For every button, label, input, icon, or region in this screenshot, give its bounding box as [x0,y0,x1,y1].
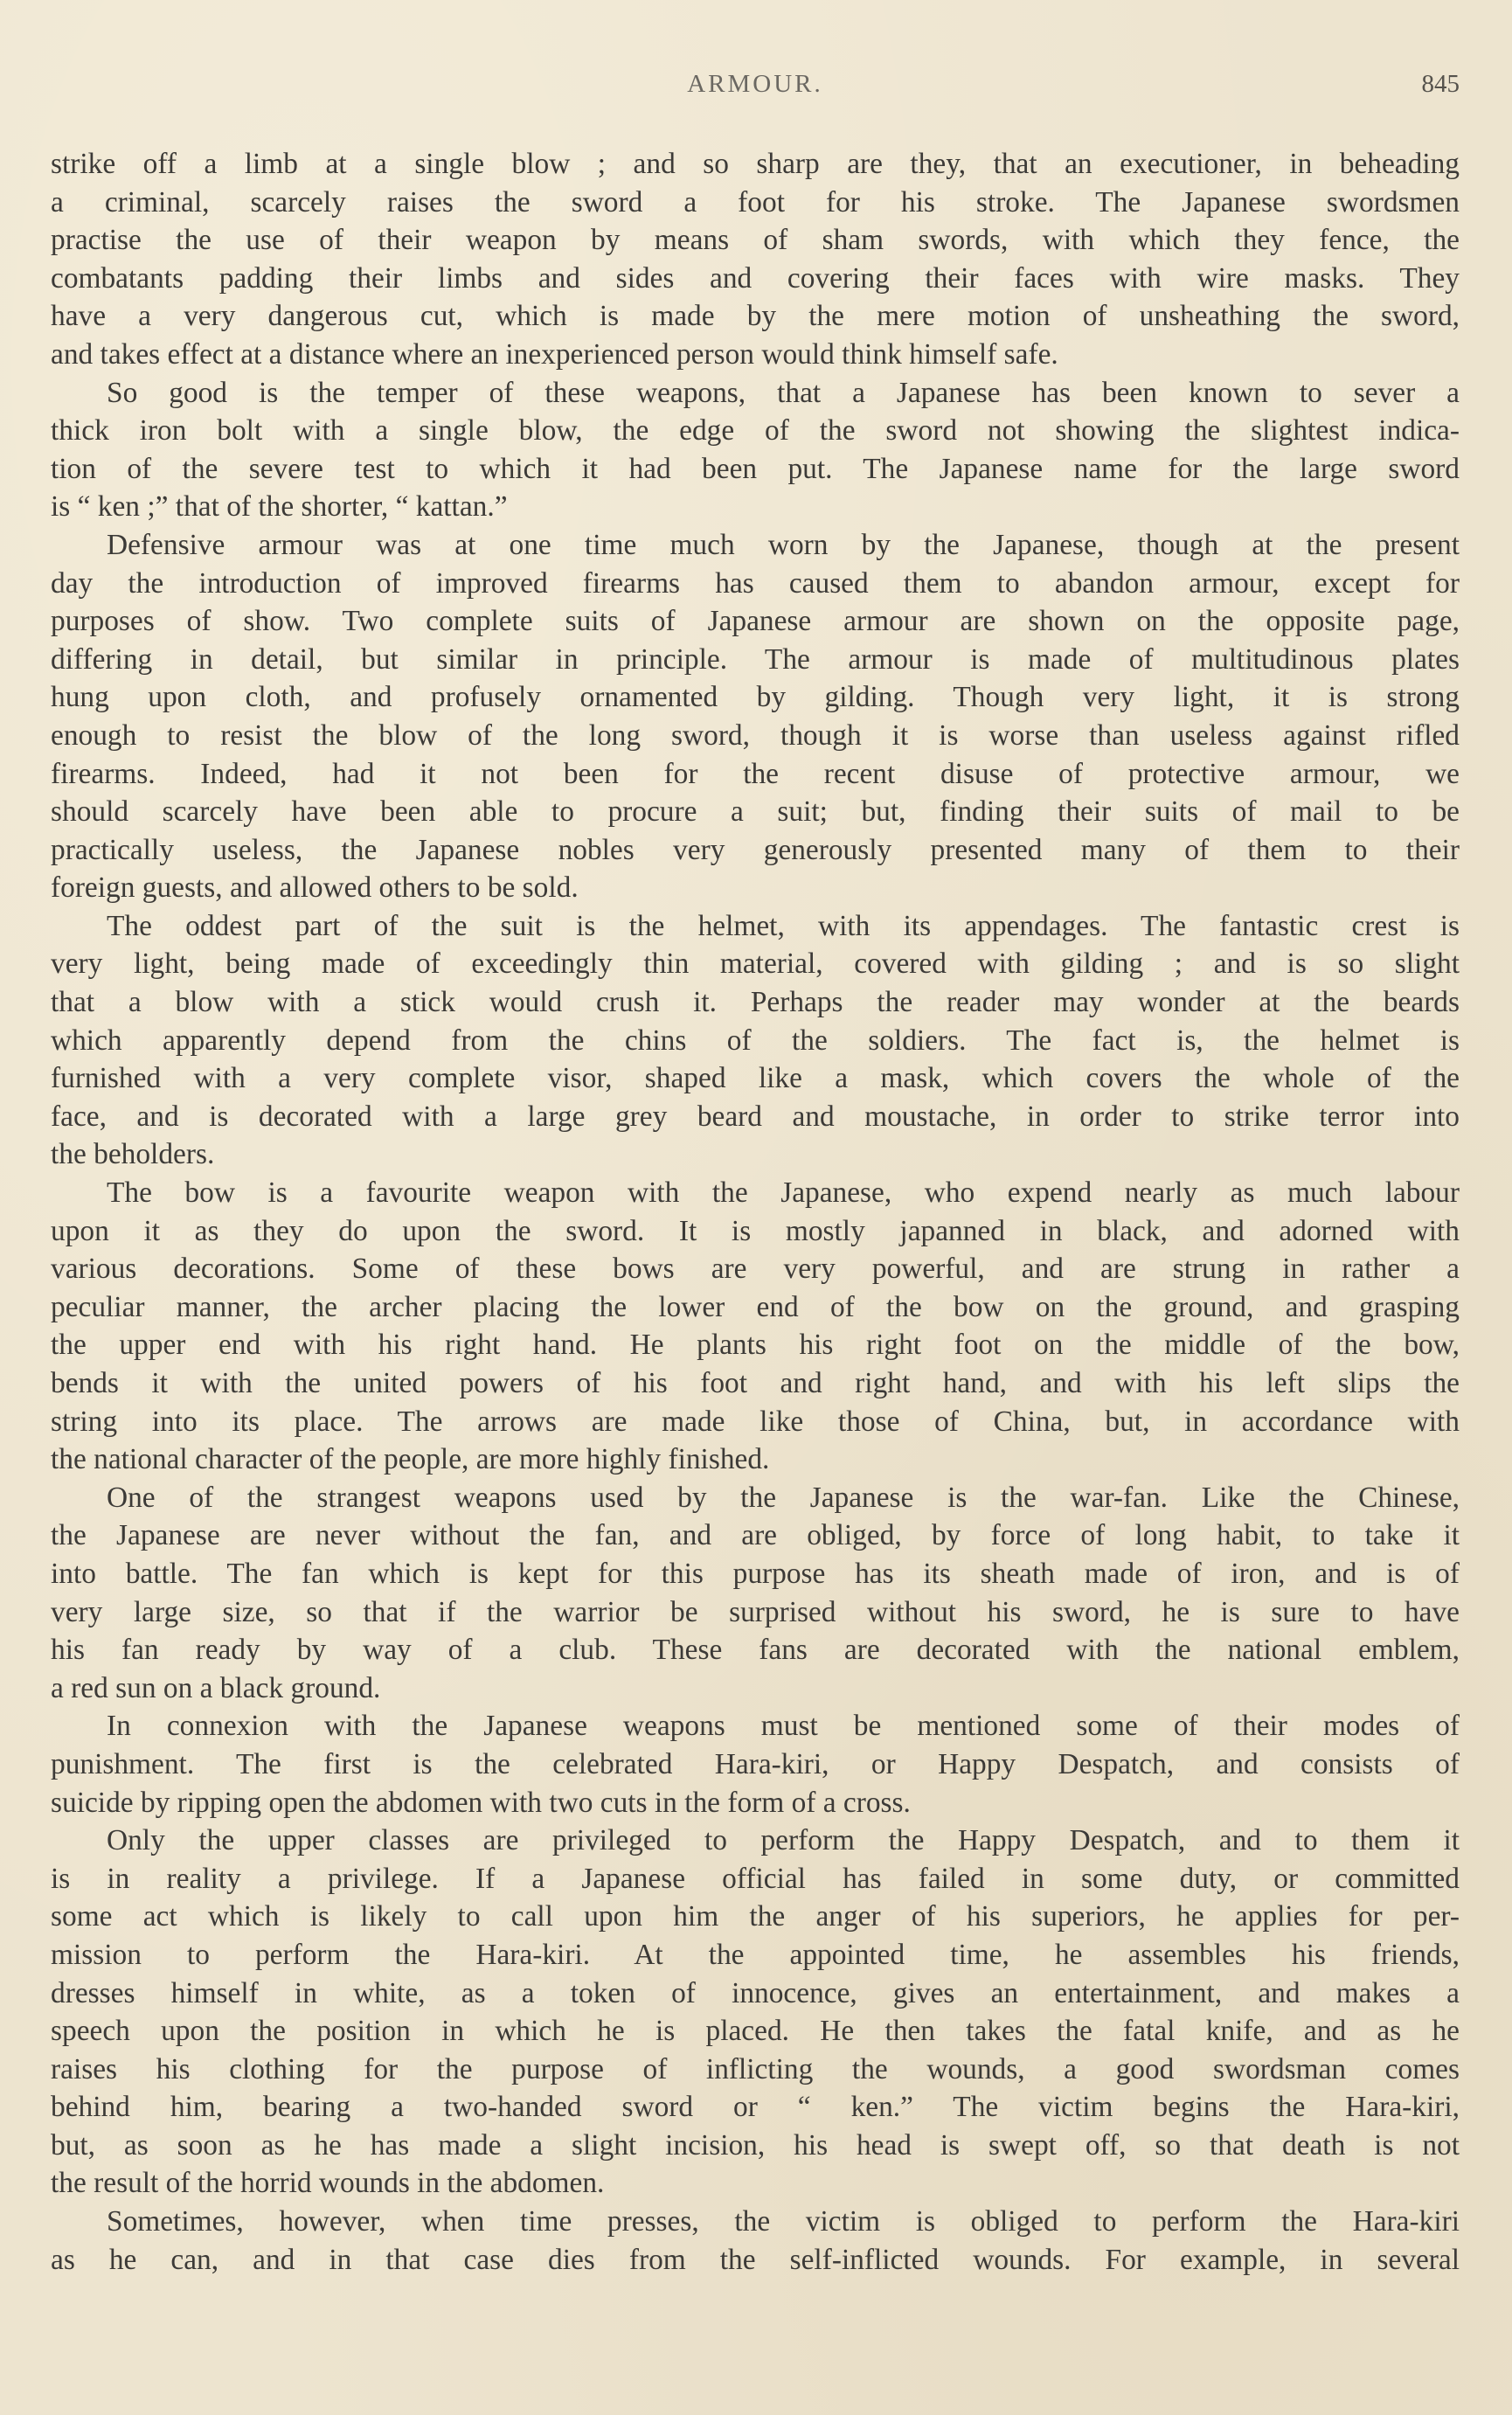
text-line: thick iron bolt with a single blow, the edge of the sword not showing the slightest indica- [51,414,1460,448]
text-line: behind him, bearing a two-handed sword or “ ken.” The victim begins the Hara-kiri, [51,2091,1460,2124]
running-title: ARMOUR. [687,70,823,98]
page-number: 845 [1421,70,1460,98]
paragraph [51,526,1460,907]
text-line: have a very dangerous cut, which is made by the mere motion of unsheathing the sword, [51,300,1460,333]
text-line: speech upon the position in which he is placed. He then takes the fatal knife, and as he [51,2015,1460,2048]
paragraph [51,145,1460,374]
text-line: but, as soon as he has made a slight incision, his head is swept off, so that death is not [51,2128,1460,2162]
text-line: bends it with the united powers of his foot and right hand, and with his left slips the [51,1367,1460,1399]
text-line: a red sun on a black ground. [51,1671,381,1704]
text-line: One of the strangest weapons used by the Japanese is the war-fan. Like the Chinese, [107,1481,1460,1514]
text-line: mission to perform the Hara-kiri. At the appointed time, he assembles his friends, [51,1938,1460,1971]
text-line: differing in detail, but similar in principle. The armour is made of multitudinous plates [51,642,1460,676]
text-line: the national character of the people, are more highly finished. [51,1443,770,1476]
body-text [51,145,1460,2279]
text-line: the Japanese are never without the fan, and are obliged, by force of long habit, to take it [51,1519,1460,1552]
paragraph [51,2203,1460,2279]
running-head [51,70,1460,114]
text-line: peculiar manner, the archer placing the lower end of the bow on the ground, and grasping [51,1290,1460,1323]
text-line: practically useless, the Japanese nobles very generously presented many of them to their [51,833,1460,866]
text-line: very large size, so that if the warrior be surprised without his sword, he is sure to have [51,1595,1460,1628]
text-line: the upper end with his right hand. He plants his right foot on the middle of the bow, [51,1329,1460,1362]
text-line: practise the use of their weapon by means of sham swords, with which they fence, the [51,224,1460,257]
text-line: hung upon cloth, and profusely ornamented by gilding. Though very light, it is strong [51,681,1460,714]
text-line: firearms. Indeed, had it not been for the recent disuse of protective armour, we [51,757,1460,790]
text-line: day the introduction of improved firearms has caused them to abandon armour, except for [51,566,1460,600]
text-line: as he can, and in that case dies from the self-inflicted wounds. For example, in several [51,2243,1460,2276]
text-line: dresses himself in white, as a token of innocence, gives an entertainment, and makes a [51,1976,1460,2009]
text-line: his fan ready by way of a club. These fans are decorated with the national emblem, [51,1634,1460,1667]
text-line: is “ ken ;” that of the shorter, “ kattan.” [51,490,508,524]
text-line: furnished with a very complete visor, shaped like a mask, which covers the whole of the [51,1062,1460,1095]
text-line: various decorations. Some of these bows are very powerful, and are strung in rather a [51,1253,1460,1286]
text-line: face, and is decorated with a large grey beard and moustache, in order to strike terror into [51,1100,1460,1133]
text-line: upon it as they do upon the sword. It is mostly japanned in black, and adorned with [51,1214,1460,1247]
text-line: The bow is a favourite weapon with the Japanese, who expend nearly as much labour [107,1176,1460,1210]
text-line: a criminal, scarcely raises the sword a foot for his stroke. The Japanese swordsmen [51,185,1460,219]
text-line: enough to resist the blow of the long sword, though it is worse than useless against rifled [51,718,1460,752]
text-line: the beholders. [51,1138,215,1171]
text-line: into battle. The fan which is kept for this purpose has its sheath made of iron, and is of [51,1557,1460,1590]
text-line: Sometimes, however, when time presses, the victim is obliged to perform the Hara-kiri [107,2205,1460,2238]
paragraph [51,1174,1460,1479]
paragraph [51,374,1460,526]
text-line: So good is the temper of these weapons, that a Japanese has been known to sever a [107,376,1460,409]
text-line: which apparently depend from the chins of the soldiers. The fact is, the helmet is [51,1024,1460,1057]
text-line: The oddest part of the suit is the helmet, with its appendages. The fantastic crest is [107,909,1460,942]
text-line: tion of the severe test to which it had been put. The Japanese name for the large sword [51,452,1460,485]
text-line: Only the upper classes are privileged to perform the Happy Despatch, and to them it [107,1824,1460,1857]
text-line: the result of the horrid wounds in the abdomen. [51,2167,605,2200]
paragraph [51,907,1460,1174]
text-line: foreign guests, and allowed others to be sold. [51,871,579,905]
text-line: string into its place. The arrows are made like those of China, but, in accordance with [51,1405,1460,1438]
text-line: In connexion with the Japanese weapons must be mentioned some of their modes of [107,1710,1460,1743]
text-line: strike off a limb at a single blow ; and so sharp are they, that an executioner, in beheading [51,148,1460,180]
text-line: punishment. The first is the celebrated Hara-kiri, or Happy Despatch, and consists of [51,1747,1460,1780]
text-line: and takes effect at a distance where an inexperienced person would think himself safe. [51,337,1058,371]
text-line: combatants padding their limbs and sides and covering their faces with wire masks. They [51,261,1460,295]
paragraph [51,1479,1460,1708]
text-line: suicide by ripping open the abdomen with two cuts in the form of a cross. [51,1786,911,1819]
text-line: Defensive armour was at one time much worn by the Japanese, though at the present [107,528,1460,561]
text-line: is in reality a privilege. If a Japanese official has failed in some duty, or committed [51,1862,1460,1895]
text-line: raises his clothing for the purpose of inflicting the wounds, a good swordsman comes [51,2052,1460,2085]
text-line: that a blow with a stick would crush it. Perhaps the reader may wonder at the beards [51,986,1460,1019]
text-line: should scarcely have been able to procure a suit; but, finding their suits of mail to be [51,795,1460,829]
text-line: some act which is likely to call upon him the anger of his superiors, he applies for per- [51,1900,1460,1933]
paragraph [51,1822,1460,2203]
text-line: very light, being made of exceedingly thin material, covered with gilding ; and is so slight [51,947,1460,981]
text-line: purposes of show. Two complete suits of Japanese armour are shown on the opposite page, [51,605,1460,638]
paragraph [51,1707,1460,1822]
